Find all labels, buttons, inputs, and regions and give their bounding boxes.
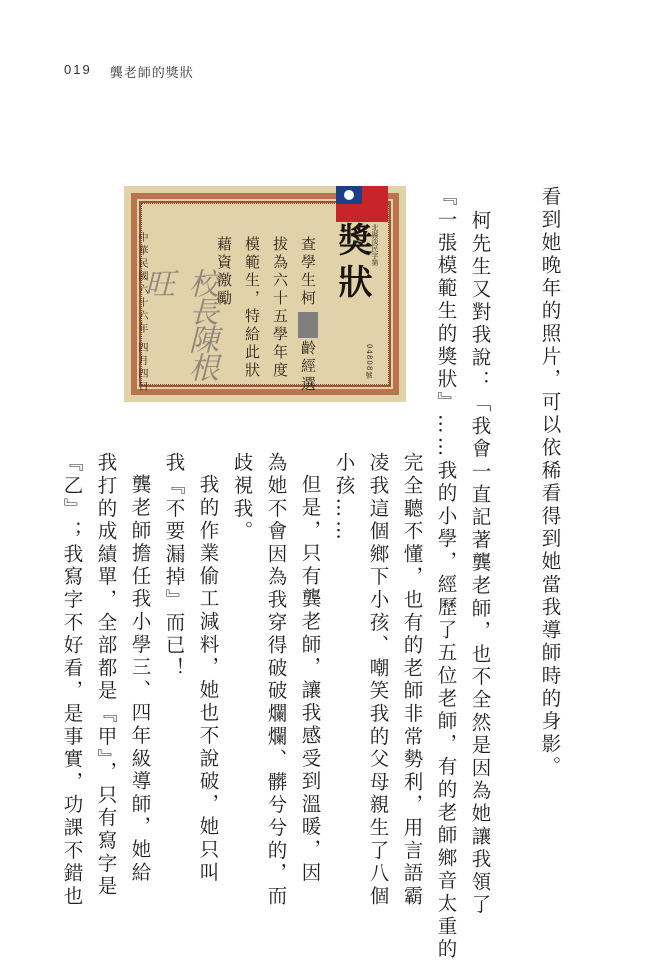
principal-signature: 校長陳根旺 [139,268,218,380]
chapter-title: 龔老師的獎狀 [109,65,194,80]
body-line: 凌我這個鄉下小孩、嘲笑我的父母親生了八個 [366,452,390,908]
certificate-serial-number: 04808號 [365,344,373,380]
certificate-line-2: 拔為六十五學年度 [271,236,289,380]
body-line: 歧視我。 [230,452,254,544]
certificate-line-1: 查學生柯 [299,236,317,308]
certificate-title: 獎狀 [332,222,372,306]
body-line: 『一張模範生的獎狀』……我的小學，經歷了五位老師，有的老師鄉音太重的 [434,186,458,961]
body-line: 我『不要漏掉』而已！ [162,452,186,680]
body-line: 柯先生又對我說：「我會一直記著龔老師，也不全然是因為她讓我領了 [468,210,492,917]
body-line: 我的作業偷工減料，她也不說破，她只叫 [196,474,220,885]
body-line: 『乙』；我寫字不好看，是事實，功課不錯也 [60,452,84,908]
body-line: 我打的成績單，全部都是『甲』，只有寫字是 [94,452,118,899]
redacted-name [298,312,318,338]
body-line: 看到她晚年的照片，可以依稀看得到她當我導師時的身影。 [538,186,562,779]
running-header [64,62,194,81]
body-line: 為她不會因為我穿得破破爛爛、髒兮兮的，而 [264,452,288,908]
certificate-line-1-tail: 齡經選 [299,340,317,394]
body-line: 但是，只有龔老師，讓我感受到溫暖，因 [298,474,322,885]
certificate-serial-prefix: 北縣淡民字第 [371,224,379,266]
body-line: 龔老師擔任我小學三、四年級導師，她給 [128,474,152,885]
certificate-line-3: 模範生，特給此狀 [243,236,261,380]
body-line: 完全聽不懂，也有的老師非常勢利，用言語霸 [400,452,424,908]
page-number: 019 [64,62,92,77]
body-line: 小孩…… [332,452,356,544]
certificate-line-4: 藉資激勵 [215,236,233,308]
certificate-date: 中華民國六十六年 四月四日 [136,232,147,395]
flag-icon [336,186,388,222]
